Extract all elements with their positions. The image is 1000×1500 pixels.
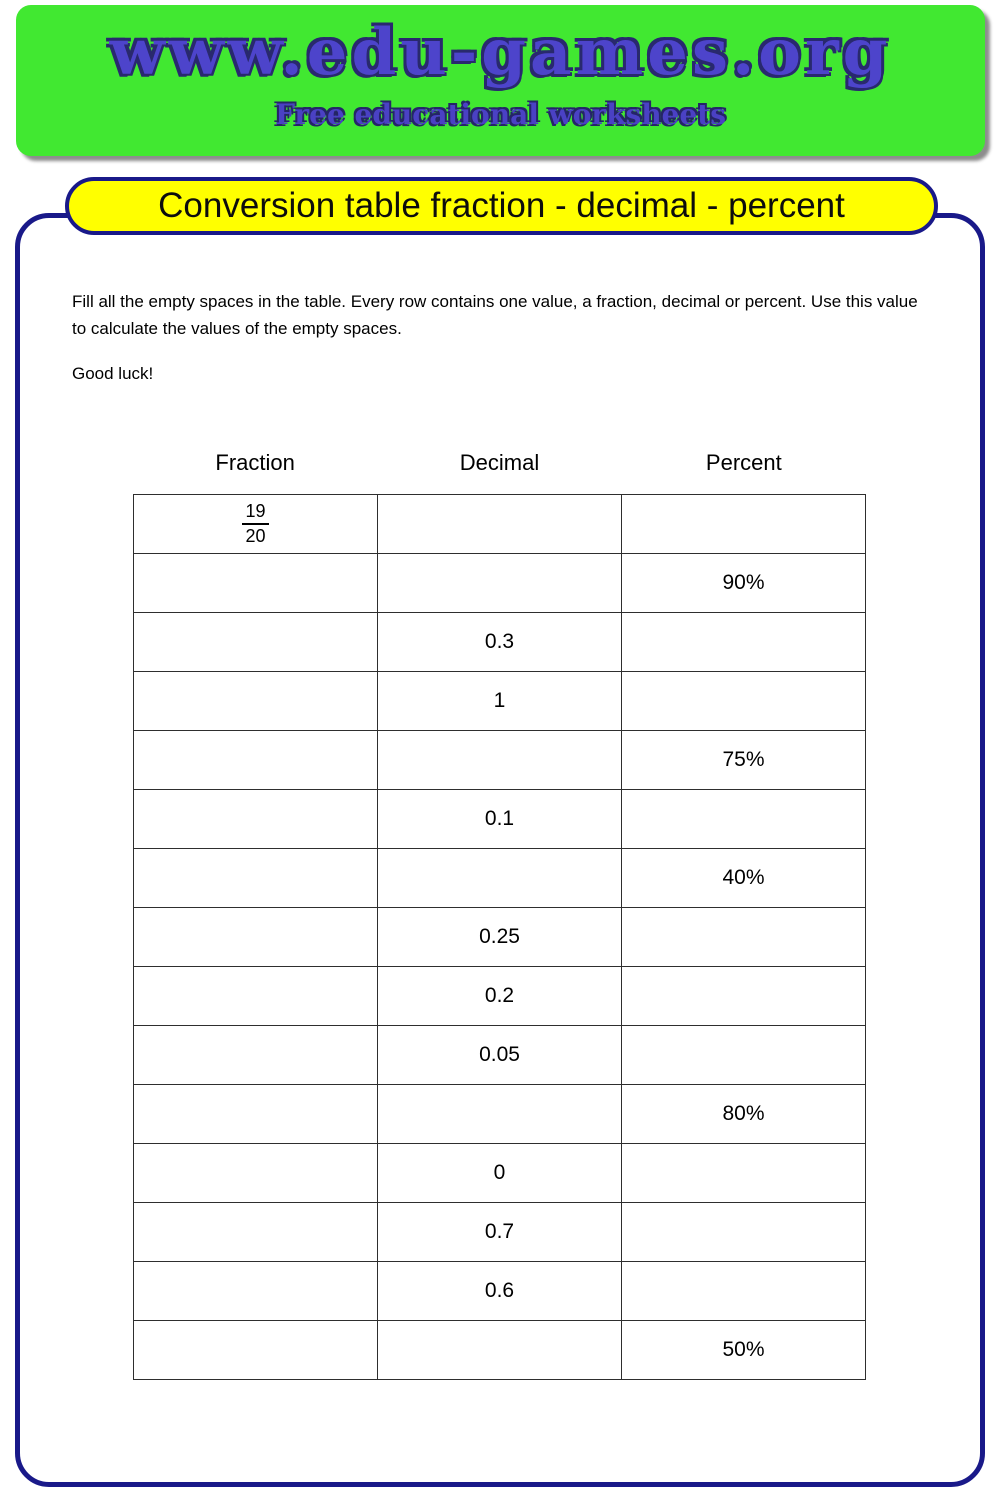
site-title: www.edu-games.org bbox=[109, 15, 892, 90]
percent-cell bbox=[622, 613, 866, 672]
percent-cell bbox=[622, 967, 866, 1026]
table-row bbox=[134, 554, 866, 613]
table-row bbox=[134, 1321, 866, 1380]
percent-cell bbox=[622, 1144, 866, 1203]
table-row bbox=[134, 1085, 866, 1144]
percent-cell bbox=[622, 1026, 866, 1085]
table-row bbox=[134, 1026, 866, 1085]
table-row bbox=[134, 967, 866, 1026]
decimal-cell: 0.05 bbox=[378, 1026, 622, 1085]
header-percent: Percent bbox=[705, 450, 782, 475]
percent-cell bbox=[622, 790, 866, 849]
decimal-cell bbox=[378, 731, 622, 790]
worksheet-title: Conversion table fraction - decimal - percent bbox=[158, 186, 845, 225]
percent-cell bbox=[622, 672, 866, 731]
fraction-cell bbox=[134, 613, 378, 672]
percent-cell bbox=[622, 1203, 866, 1262]
fraction-cell bbox=[134, 672, 378, 731]
decimal-cell: 0.2 bbox=[378, 967, 622, 1026]
decimal-cell: 1 bbox=[378, 672, 622, 731]
table-row bbox=[134, 908, 866, 967]
table-row bbox=[134, 672, 866, 731]
table-row bbox=[134, 1262, 866, 1321]
conversion-table-body bbox=[134, 495, 866, 1380]
instructions-text: Fill all the empty spaces in the table. Every row contains one value, a fraction, decimal or percent. Use this value to calculate the values of the empty spaces. bbox=[72, 292, 918, 338]
header-decimal: Decimal bbox=[459, 450, 540, 475]
fraction-cell bbox=[134, 1026, 378, 1085]
decimal-cell: 0.7 bbox=[378, 1203, 622, 1262]
table-row bbox=[134, 613, 866, 672]
percent-cell: 75% bbox=[622, 731, 866, 790]
header-fraction: Fraction bbox=[215, 450, 295, 475]
table-row bbox=[134, 1203, 866, 1262]
decimal-cell bbox=[378, 849, 622, 908]
worksheet-title-box bbox=[65, 177, 938, 235]
percent-cell: 40% bbox=[622, 849, 866, 908]
percent-cell bbox=[622, 495, 866, 554]
decimal-cell: 0.6 bbox=[378, 1262, 622, 1321]
fraction-cell bbox=[134, 1144, 378, 1203]
conversion-table bbox=[133, 494, 866, 1380]
good-luck-text: Good luck! bbox=[72, 364, 154, 383]
fraction-cell bbox=[134, 554, 378, 613]
fraction-cell bbox=[134, 1321, 378, 1380]
decimal-cell bbox=[378, 495, 622, 554]
decimal-cell: 0.25 bbox=[378, 908, 622, 967]
decimal-cell: 0 bbox=[378, 1144, 622, 1203]
percent-cell: 50% bbox=[622, 1321, 866, 1380]
decimal-cell bbox=[378, 1085, 622, 1144]
fraction-cell bbox=[134, 849, 378, 908]
fraction-cell bbox=[134, 1085, 378, 1144]
percent-cell: 90% bbox=[622, 554, 866, 613]
fraction-value bbox=[242, 501, 268, 547]
percent-cell: 80% bbox=[622, 1085, 866, 1144]
decimal-cell: 0.3 bbox=[378, 613, 622, 672]
table-row bbox=[134, 1144, 866, 1203]
fraction-cell bbox=[134, 731, 378, 790]
decimal-cell bbox=[378, 1321, 622, 1380]
table-row bbox=[134, 731, 866, 790]
percent-cell bbox=[622, 1262, 866, 1321]
fraction-cell bbox=[134, 908, 378, 967]
header-banner bbox=[16, 5, 985, 156]
fraction-numerator: 19 bbox=[242, 501, 268, 525]
percent-cell bbox=[622, 908, 866, 967]
fraction-cell bbox=[134, 1262, 378, 1321]
fraction-cell bbox=[134, 790, 378, 849]
fraction-cell bbox=[134, 967, 378, 1026]
table-row bbox=[134, 790, 866, 849]
decimal-cell: 0.1 bbox=[378, 790, 622, 849]
fraction-cell bbox=[134, 1203, 378, 1262]
table-row bbox=[134, 849, 866, 908]
decimal-cell bbox=[378, 554, 622, 613]
fraction-cell bbox=[134, 495, 378, 554]
table-row bbox=[134, 495, 866, 554]
table-header-row bbox=[133, 450, 866, 476]
site-tagline: Free educational worksheets bbox=[275, 98, 726, 131]
fraction-denominator: 20 bbox=[245, 526, 266, 546]
